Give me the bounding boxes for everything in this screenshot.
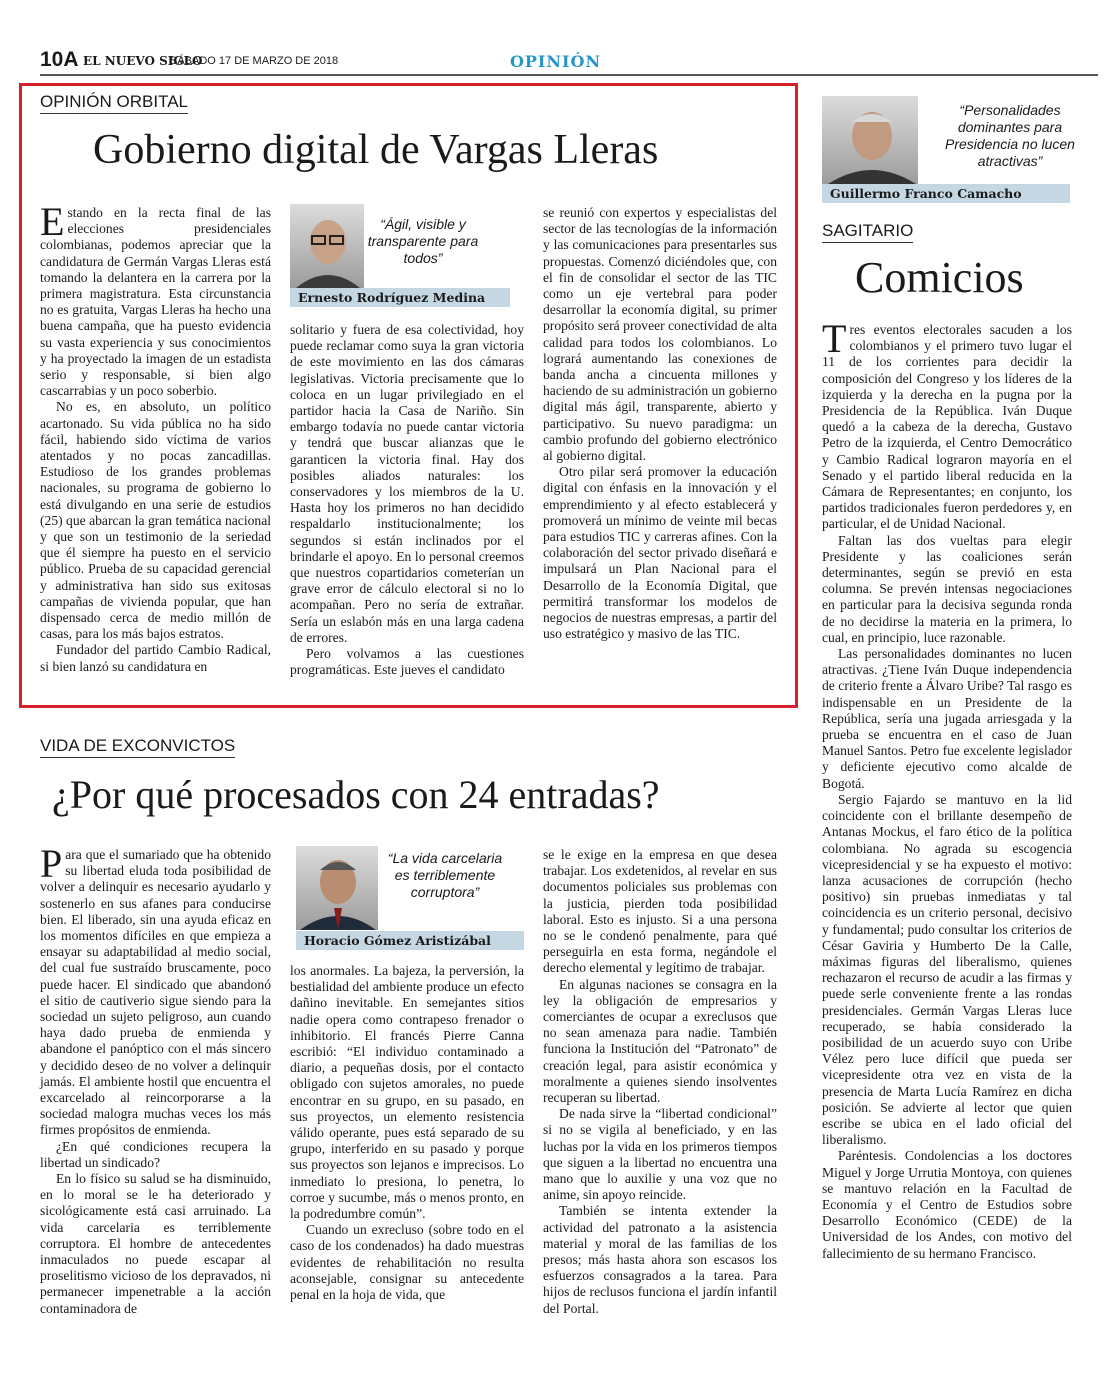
author-photo-guillermo bbox=[822, 96, 918, 184]
paragraph: De nada sirve la “libertad condicional” si no se vigila al beneficiado, y en las luchas por la vida en los primeros tiempos que siguen a la libertad no encuentra una mano que lo auxilie y una voz que no anime, sin apoyo reincide. bbox=[543, 1106, 777, 1203]
portrait-icon bbox=[296, 846, 378, 930]
issue-date: SÁBADO 17 DE MARZO DE 2018 bbox=[170, 55, 339, 67]
paragraph: res eventos electorales sacuden a los colombianos y el primero tuvo lugar el 11 de los corrientes para decidir la composición del Congreso y los líderes de la izquierda y la derecha en la pugna por la Presidencia de la República. Iván Duque quedó a la cabeza de la derecha, Gustavo Petro de la izquierda, el Centro Democrático y Cambio Radical lograron mayoría en el Senado y el partido liberal reducida en la Cámara de Representantes; en conjunto, los partidos tradicionales fueron perdedores y, en particular, el de Unidad Nacional. bbox=[822, 322, 1072, 532]
article2-kicker: VIDA DE EXCONVICTOS bbox=[40, 736, 235, 758]
author-photo-horacio bbox=[296, 846, 378, 930]
author-byline: Ernesto Rodríguez Medina bbox=[290, 288, 510, 307]
paragraph: No es, en absoluto, un político acartonado. Su vida pública no ha sido fácil, habiendo sido víctima de varios atentados y no pocas zancadillas. Estudioso de los grandes problemas nacionales, su programa de gobierno lo está divulgando en una serie de estudios (25) que abarcan la gran temática nacional y que son un testimonio de la seriedad que él siempre ha puesto en el servicio público. Prueba de su capacidad gerencial y administrativa han sido sus exitosas campañas de vivienda popular, que han dispensado cerca de medio millón de casas, para los más bajos estratos. bbox=[40, 399, 271, 642]
newspaper-name: EL NUEVO SIGLO bbox=[83, 54, 203, 68]
article2-column-1 bbox=[40, 841, 271, 1317]
paragraph: Cuando un exrecluso (sobre todo en el caso de los condenados) ha dado muestras evidentes de rehabilitación no resulta aconsejable, consignar su antecedente penal en la hoja de vida, que bbox=[290, 1222, 524, 1303]
header-divider bbox=[40, 74, 1098, 76]
article1-headline: Gobierno digital de Vargas Lleras bbox=[93, 127, 659, 173]
author-photo-ernesto bbox=[290, 204, 364, 288]
article2-column-3 bbox=[543, 847, 777, 1317]
pull-quote: “La vida carcelaria es terriblemente corruptora” bbox=[387, 850, 503, 900]
article3-kicker: SAGITARIO bbox=[822, 221, 913, 243]
paragraph: stando en la recta final de las elecciones presidenciales colombianas, podemos apreciar que la candidatura de Germán Vargas Lleras está tomando la delantera en la carrera por la primera magistratura. Esta circunstancia no es gratuita, Vargas Lleras ha hecho una buena campaña, que ha puesto evidencia su vasta experiencia y sus conocimientos y ha proyectado la imagen de un estadista serio y responsable, si bien algo cascarrabias y un poco soberbio. bbox=[40, 205, 271, 399]
paragraph: Las personalidades dominantes no lucen atractivas. ¿Tiene Iván Duque independencia de criterio frente a Álvaro Uribe? Tal rasgo es indispensable en un Presidente de la República, sería una jugada arriesgada y la prueba se encuentra en el caso de Juan Manuel Santos. Petro fue excelente legislador y deficiente ejecutivo como alcalde de Bogotá. bbox=[822, 646, 1072, 791]
pull-quote: “Personalidades dominantes para Presidencia no lucen atractivas” bbox=[945, 102, 1075, 169]
article2-headline: ¿Por qué procesados con 24 entradas? bbox=[52, 772, 660, 817]
article1-column-2 bbox=[290, 322, 524, 678]
article3-column bbox=[822, 316, 1072, 1262]
dropcap: T bbox=[822, 316, 847, 361]
page-number: 10A bbox=[40, 48, 79, 71]
paragraph: los anormales. La bajeza, la perversión, la bestialidad del ambiente produce un efecto dañino inevitable. En semejantes sitios nadie opera como contrapeso frenador o inhibitorio. El francés Pierre Canna escribió: “El individuo contaminado a diario, a pequeñas dosis, por el contacto obligado con sujetos amorales, no puede encontrar en su grupo, en su pasado, en sus proyectos, un elemento resistencia válido operante, pues está separado de su grupo, interferido en su pasado y porque sus proyectos son lejanos e imprecisos. Lo inmediato lo presiona, lo penetra, lo corroe y sucumbe, más o menos pronto, en la podredumbre común”. bbox=[290, 963, 524, 1222]
dropcap: P bbox=[40, 841, 63, 886]
paragraph: solitario y fuera de esa colectividad, hoy puede reclamar como suya la gran victoria de este movimiento en las dos cámaras legislativas. Victoria precisamente que lo coloca en un lugar privilegiado en el partidor hacia la Casa de Nariño. Sin embargo todavía no puede cantar victoria y tendrá que buscar alianzas que le garanticen la victoria final. Hay dos posibles aliados naturales: los conservadores y los miembros de la U. Hasta hoy los primeros no han decidido respaldarlo institucionalmente; los segundos si están inclinados por el brindarle el apoyo. En lo personal creemos que nuestros copartidarios cometerían un grave error de cálculo electoral si no lo acompañan. Pero no sería de extrañar. Sería un eslabón más en una larga cadena de errores. bbox=[290, 322, 524, 645]
pull-quote: “Ágil, visible y transparente para todos” bbox=[367, 216, 479, 266]
article2-column-2 bbox=[290, 963, 524, 1303]
paragraph: se le exige en la empresa en que desea trabajar. Los exdetenidos, al revelar en sus documentos policiales sus problemas con la justicia, pierden toda posibilidad laboral. Esto es injusto. Si a una persona no se le condenó penalmente, para qué perseguirla en esta forma, negándole el derecho elemental y legítimo de trabajar. bbox=[543, 847, 777, 976]
section-title: OPINIÓN bbox=[509, 52, 602, 71]
paragraph: Otro pilar será promover la educación digital con énfasis en la innovación y el emprendimiento y al efecto establecerá y promoverá un mínimo de veinte mil becas para estudios TIC y carreras afines. Con la colaboración del sector privado diseñará e impulsará un Plan Nacional para el Desarrollo de la Economía Digital, que permitirá transformar los modelos de negocios de nuestras empresas, a partir del uso estratégico y masivo de las TIC. bbox=[543, 464, 777, 642]
author-byline: Guillermo Franco Camacho bbox=[822, 184, 1070, 203]
dropcap: E bbox=[40, 199, 65, 244]
portrait-icon bbox=[290, 204, 364, 288]
author-byline: Horacio Gómez Aristizábal bbox=[296, 931, 524, 950]
paragraph: En algunas naciones se consagra en la ley la obligación de empresarios y comerciantes de ocupar a exreclusos que no sean amenaza para nadie. También funciona la Institución del “Patronato” de creación legal, para asistir económica y moralmente a quienes siendo insolventes recuperan su libertad. bbox=[543, 976, 777, 1106]
article1-column-1 bbox=[40, 199, 271, 675]
article1-kicker: OPINIÓN ORBITAL bbox=[40, 92, 188, 114]
paragraph: se reunió con expertos y especialistas del sector de las tecnologías de la información y las comunicaciones para presentarles sus propuestas. Comenzó diciéndoles que, con el fin de consolidar el sector de las TIC como un eje vertebral para poder desarrollar la economía digital, su primer propósito será proveer conectividad de alta calidad para todos los colombianos. Lo logrará aumentando las conexiones de banda ancha a cincuenta millones y haciendo de su administración un gobierno digital más ágil, transparente, abierto y participativo. Su nuevo paradigma: un cambio profundo del gobierno electrónico al gobierno digital. bbox=[543, 205, 777, 464]
paragraph: ara que el sumariado que ha obtenido su libertad eluda toda posibilidad de volver a delinquir es necesario ayudarlo y sostenerlo en sus afanes para conducirse bien. El liberado, sin una ayuda eficaz en los momentos difíciles en que empieza a ensayar su adaptabilidad al medio social, del cual fue sustraído bruscamente, poco puede hacer. El sindicado que abandonó el sitio de cautiverio sigue siendo para la sociedad un sujeto peligroso, aun cuando haya dado prueba de enmienda y abandone el panóptico con el más sincero y decidido deseo de no volver a delinquir jamás. El ambiente hostil que encuentra el excarcelado al reincorporarse a la sociedad malogra muchas veces los más firmes propósitos de enmienda. bbox=[40, 847, 271, 1138]
portrait-icon bbox=[822, 96, 918, 184]
paragraph: También se intenta extender la actividad del patronato a la asistencia material y moral de las familias de los presos; más hasta ahora son escasos los esfuerzos consagrados a la tarea. Para hijos de reclusos funciona el jardín infantil del Portal. bbox=[543, 1203, 777, 1316]
paragraph: Faltan las dos vueltas para elegir Presidente y las coaliciones serán determinantes, según se previó en esta columna. Se prevén intensas negociaciones en particular para la decisiva segunda ronda de no decidirse la materia en la primera, lo cual, en principio, luce razonable. bbox=[822, 532, 1072, 645]
paragraph: Pero volvamos a las cuestiones programáticas. Este jueves el candidato bbox=[290, 646, 524, 678]
paragraph: ¿En qué condiciones recupera la libertad un sindicado? bbox=[40, 1138, 271, 1170]
paragraph: En lo físico su salud se ha disminuido, en lo moral se le ha deteriorado y sicológicamente está casi arruinado. La vida carcelaria es terriblemente corruptora. El hombre de antecedentes inmaculados no puede escapar al proselitismo vicioso de los depravados, ni permanecer impenetrable a la acción contaminadora de bbox=[40, 1171, 271, 1316]
article3-headline: Comicios bbox=[855, 253, 1024, 302]
paragraph: Paréntesis. Condolencias a los doctores Miguel y Jorge Urrutia Montoya, con quienes se mantuvo relación en la Facultad de Economía y el Centro de Estudios sobre Desarrollo Económico (CEDE) de la Universidad de los Andes, con motivo del fallecimiento de su hermano Francisco. bbox=[822, 1148, 1072, 1261]
paragraph: Sergio Fajardo se mantuvo en la lid coincidente con el brillante desempeño de Antanas Mockus, el faro ético de la política colombiana. No agrada su escogencia vicepresidencial y se ha expuesto el motivo: lanza acusaciones de corrupción (hecho positivo) sin pruebas inmediatas y tal coincidencia es un criterio personal, decisivo y fundamental; pudo consultar los criterios de César Gaviria y Humberto De la Calle, máximas figuras del liberalismo, quienes rechazaron el recurso de acudir a las firmas y puede serle conveniente frente a las rondas presidenciales. Germán Vargas Lleras luce recuperado, se había considerado la posibilidad de un acuerdo suyo con Uribe Vélez pero luce difícil que pueda ser vicepresidente otra vez en vista de la presencia de Marta Lucía Ramírez en dicha posición. Se advierte al lector que quien escribe se ubica en el lado oficial del liberalismo. bbox=[822, 791, 1072, 1148]
article1-column-3 bbox=[543, 205, 777, 642]
paragraph: Fundador del partido Cambio Radical, si bien lanzó su candidatura en bbox=[40, 642, 271, 674]
